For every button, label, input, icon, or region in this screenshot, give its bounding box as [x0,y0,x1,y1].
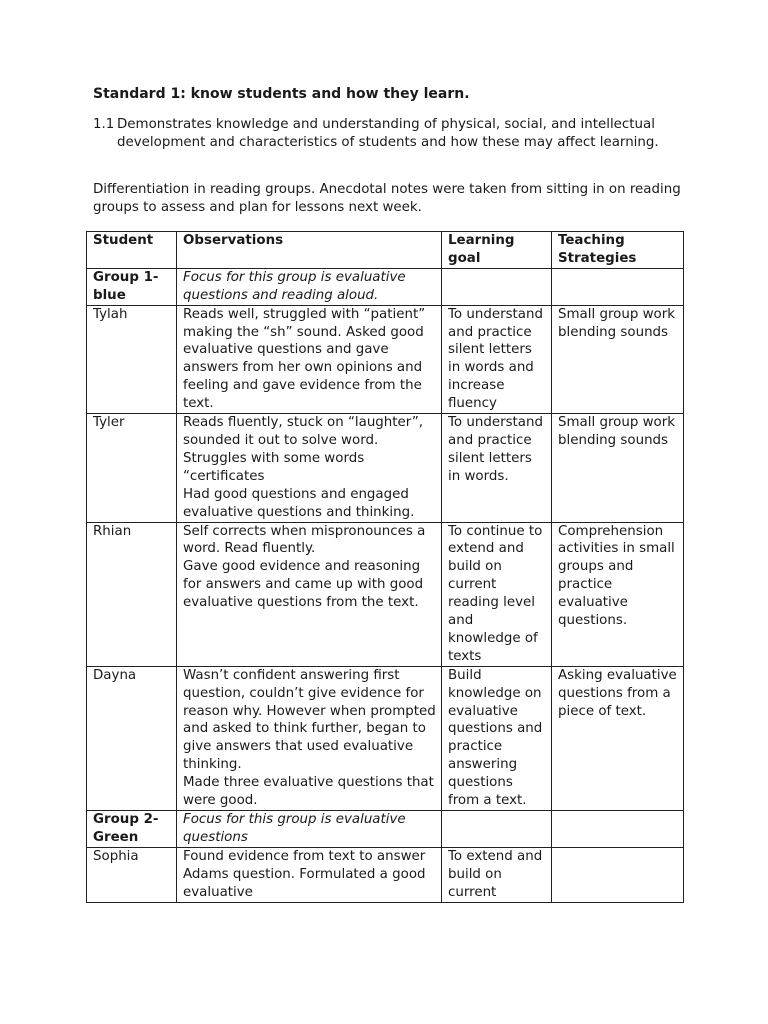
student-name: Sophia [87,847,177,902]
observations-cell: Found evidence from text to answer Adams question. Formulated a good evaluative [177,847,442,902]
observation-line: Made three evaluative questions that were good. [183,775,434,809]
group-1-label: Group 1- blue [87,268,177,305]
empty-cell [552,268,684,305]
teaching-strategies-cell: Small group work blending sounds [552,414,684,522]
page-heading: Standard 1: know students and how they learn. [93,86,470,102]
learning-goal-cell: To understand and practice silent letters in words and increase fluency [442,305,552,413]
teaching-strategies-cell: Comprehension activities in small groups and practice evaluative questions. [552,522,684,666]
student-name: Tylah [87,305,177,413]
student-name: Rhian [87,522,177,666]
header-learning-goal: Learning goal [442,232,552,269]
observation-line: Reads fluently, stuck on “laughter”, sounded it out to solve word. [183,415,424,448]
table-row [87,305,684,413]
table-row [87,666,684,810]
table-row [87,414,684,522]
standard-item [93,116,693,152]
group-row [87,811,684,848]
student-name: Dayna [87,666,177,810]
header-student: Student [87,232,177,269]
standard-text: Demonstrates knowledge and understanding of physical, social, and intellectual development and characteristics of students and how these may affect learning. [117,117,659,150]
observation-table [86,231,684,903]
observation-line: Wasn’t confident answering first question, couldn’t give evidence for reason why. However when prompted and asked to think further, began to give answers that used evaluative thinking. [183,667,436,773]
teaching-strategies-cell [552,847,684,902]
observation-line: Gave good evidence and reasoning for answers and came up with good evaluative questions from the text. [183,559,424,611]
table-row [87,522,684,666]
observation-line: Self corrects when mispronounces a word. Read fluently. [183,523,426,557]
student-name: Tyler [87,414,177,522]
observation-line: Had good questions and engaged evaluative questions and thinking. [183,486,415,520]
table-header-row [87,232,684,269]
intro-paragraph: Differentiation in reading groups. Anecdotal notes were taken from sitting in on reading groups to assess and plan for lessons next week. [93,182,681,215]
learning-goal-cell: Build knowledge on evaluative questions and practice answering questions from a text. [442,666,552,810]
empty-cell [442,268,552,305]
group-row [87,268,684,305]
observations-cell: Reads well, struggled with “patient” making the “sh” sound. Asked good evaluative questions and gave answers from her own opinions and feeling and gave evidence from the text. [177,305,442,413]
learning-goal-cell: To extend and build on current [442,847,552,902]
learning-goal-cell: To continue to extend and build on current reading level and knowledge of texts [442,522,552,666]
standard-number: 1.1 [93,117,115,132]
header-teaching-strategies: Teaching Strategies [552,232,684,269]
empty-cell [552,811,684,848]
group-2-label: Group 2- Green [87,811,177,848]
group-1-focus: Focus for this group is evaluative questions and reading aloud. [177,268,442,305]
observation-line: Struggles with some words “certificates [183,450,365,484]
observations-cell [177,522,442,666]
observations-cell [177,414,442,522]
teaching-strategies-cell: Asking evaluative questions from a piece of text. [552,666,684,810]
header-observations: Observations [177,232,442,269]
observations-cell [177,666,442,810]
learning-goal-cell: To understand and practice silent letters in words. [442,414,552,522]
table-row [87,847,684,902]
teaching-strategies-cell: Small group work blending sounds [552,305,684,413]
group-2-focus: Focus for this group is evaluative questions [177,811,442,848]
empty-cell [442,811,552,848]
